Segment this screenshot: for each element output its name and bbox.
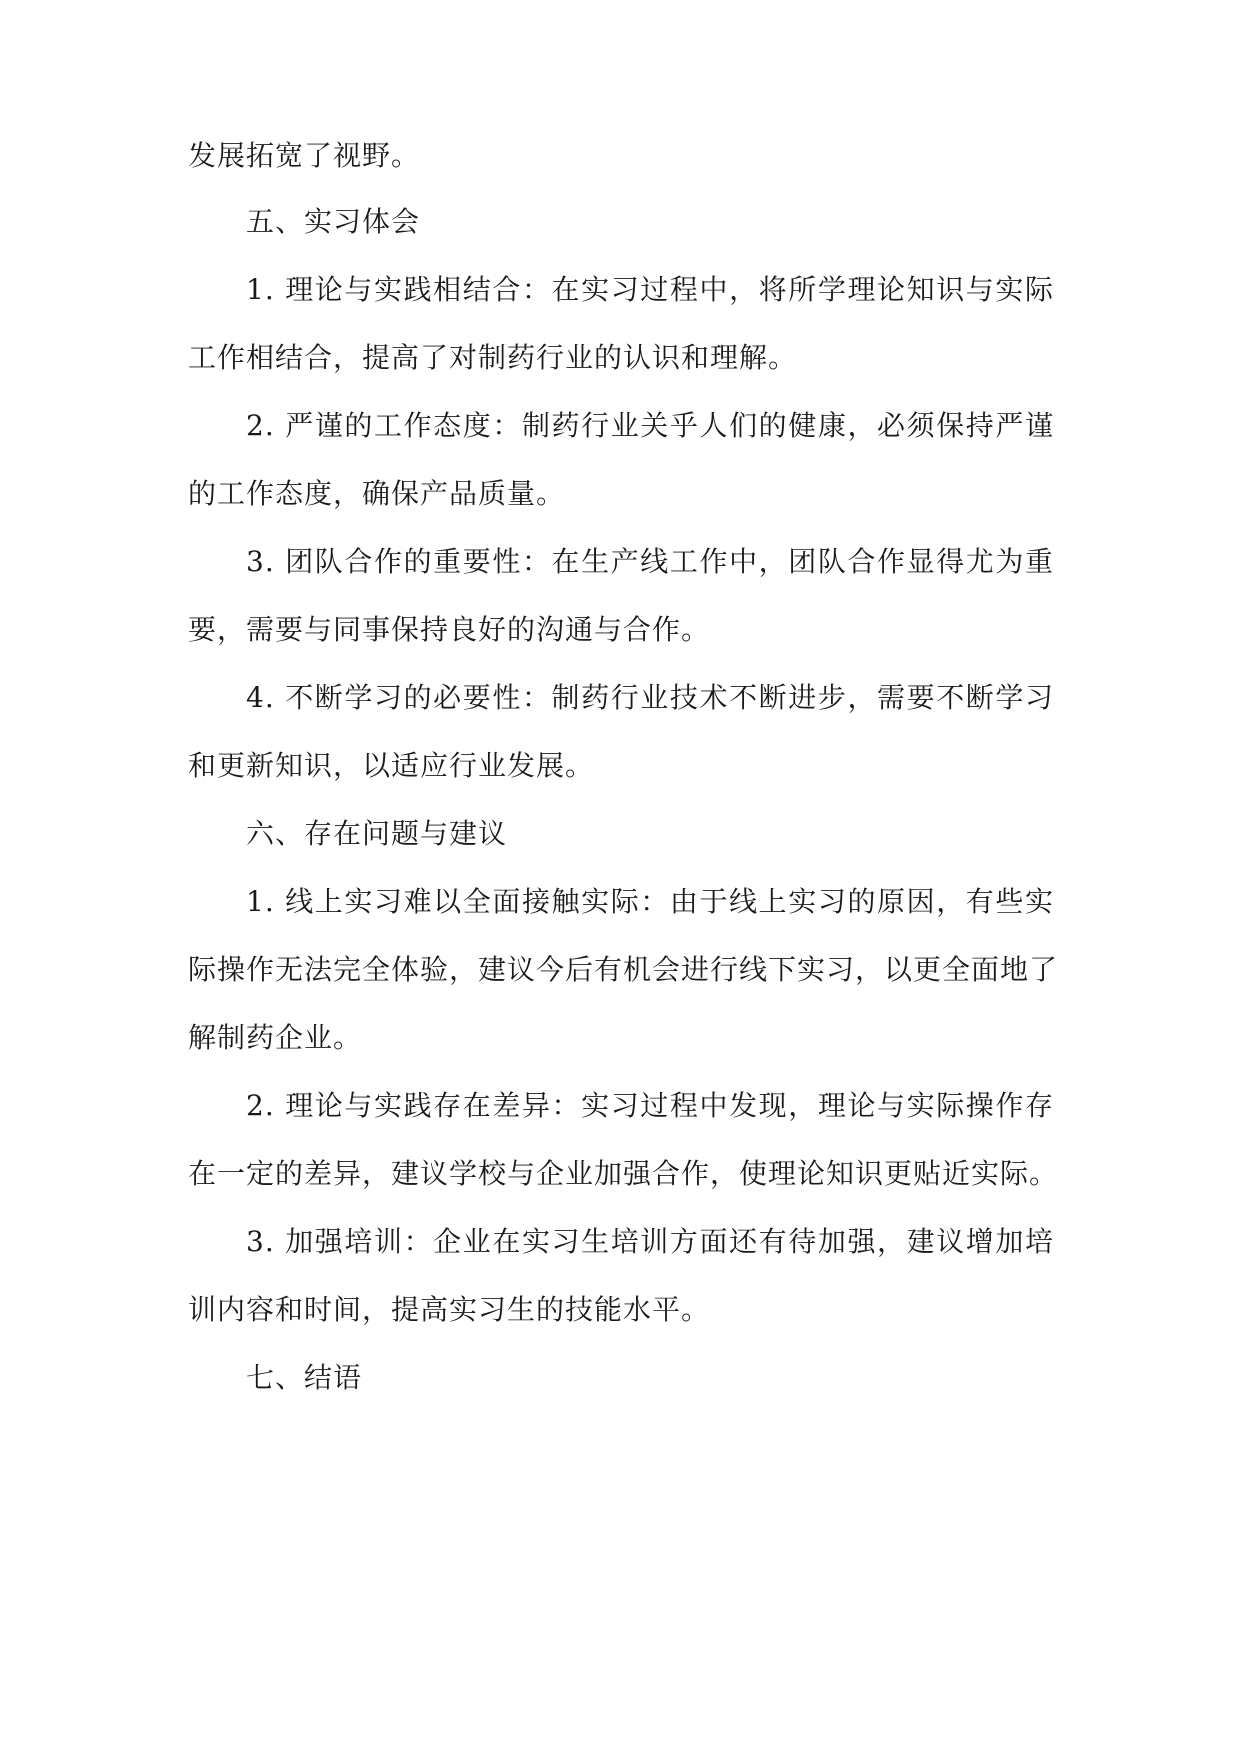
list-item-1-line-2: 工作相结合，提高了对制药行业的认识和理解。: [188, 341, 798, 374]
list-item-2-line-2: 的工作态度，确保产品质量。: [188, 477, 566, 510]
issue-item-1-line-1: 1. 线上实习难以全面接触实际：由于线上实习的原因，有些实: [246, 885, 1054, 918]
list-item-3-line-2: 要，需要与同事保持良好的沟通与合作。: [188, 613, 711, 646]
section-heading-7: 七、结语: [246, 1361, 363, 1394]
section-heading-5: 五、实习体会: [246, 205, 421, 238]
section-heading-6: 六、存在问题与建议: [246, 817, 508, 850]
issue-item-2-line-1: 2. 理论与实践存在差异：实习过程中发现，理论与实际操作存: [246, 1089, 1054, 1122]
list-item-2-line-1: 2. 严谨的工作态度：制药行业关乎人们的健康，必须保持严谨: [246, 409, 1054, 442]
list-item-3-line-1: 3. 团队合作的重要性：在生产线工作中，团队合作显得尤为重: [246, 545, 1054, 578]
issue-item-3-line-2: 训内容和时间，提高实习生的技能水平。: [188, 1293, 711, 1326]
list-item-1-line-1: 1. 理论与实践相结合：在实习过程中，将所学理论知识与实际: [246, 273, 1054, 306]
list-item-4-line-2: 和更新知识，以适应行业发展。: [188, 749, 595, 782]
list-item-4-line-1: 4. 不断学习的必要性：制药行业技术不断进步，需要不断学习: [246, 681, 1054, 714]
issue-item-1-line-2: 际操作无法完全体验，建议今后有机会进行线下实习，以更全面地了: [188, 953, 1059, 986]
issue-item-3-line-1: 3. 加强培训：企业在实习生培训方面还有待加强，建议增加培: [246, 1225, 1054, 1258]
issue-item-1-line-3: 解制药企业。: [188, 1021, 363, 1054]
paragraph-continuation: 发展拓宽了视野。: [188, 139, 421, 172]
issue-item-2-line-2: 在一定的差异，建议学校与企业加强合作，使理论知识更贴近实际。: [188, 1157, 1059, 1190]
